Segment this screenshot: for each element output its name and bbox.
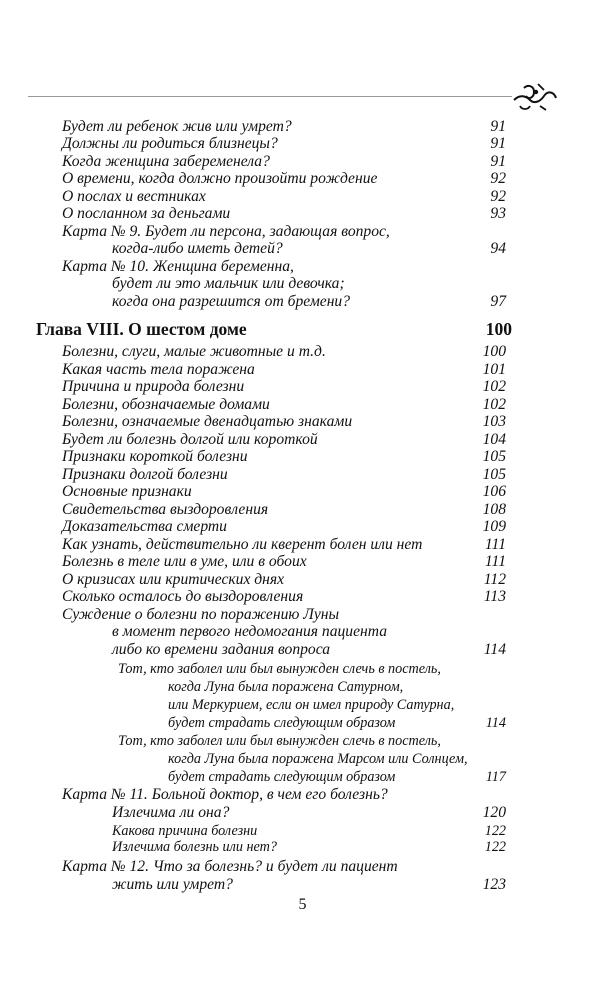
toc-entry <box>0 678 605 696</box>
toc-entry-title: когда-либо иметь детей? <box>112 240 283 257</box>
toc-entry-title: О послах и вестниках <box>62 188 206 205</box>
toc-entry-title: Болезнь в теле или в уме, или в обоих <box>62 553 307 570</box>
header-rule <box>28 96 512 97</box>
toc-entry <box>0 660 605 678</box>
toc-entry <box>0 606 605 624</box>
toc-entry-title: О кризисах или критических днях <box>62 571 285 588</box>
toc-entry <box>0 696 605 714</box>
toc-entry <box>0 466 605 484</box>
toc-entry-title: Тот, кто заболел или был вынужден слечь в постель, <box>118 733 441 749</box>
toc-entry <box>0 361 605 379</box>
toc-entry <box>0 205 605 223</box>
toc-entry-page: 92 <box>490 188 506 205</box>
toc-entry <box>0 501 605 519</box>
toc-entry-page: 103 <box>482 413 506 430</box>
toc-entry-page: 112 <box>483 571 506 588</box>
toc-entry-page: 104 <box>482 431 506 448</box>
toc-entry-title: Признаки короткой болезни <box>62 448 248 465</box>
toc-entry-title: Болезни, обозначаемые домами <box>62 396 270 413</box>
toc-entry <box>0 876 605 894</box>
toc-entry <box>0 293 605 311</box>
toc-entry <box>0 553 605 571</box>
toc-entry-page: 102 <box>482 378 506 395</box>
toc-entry-page: 123 <box>482 876 506 893</box>
toc-entry-title: Суждение о болезни по поражению Луны <box>62 606 340 623</box>
toc-entry-page: 122 <box>484 839 506 855</box>
toc-entry <box>0 258 605 276</box>
toc-entry <box>0 188 605 206</box>
toc-entry-page: 114 <box>483 641 506 658</box>
toc-entry-title: Будет ли болезнь долгой или короткой <box>62 431 318 448</box>
toc-entry-page: 97 <box>490 293 506 310</box>
toc-entry-page: 94 <box>490 240 506 257</box>
toc-entry <box>0 223 605 241</box>
toc-entry-page: 91 <box>490 135 506 152</box>
toc-entry-page: 105 <box>482 448 506 465</box>
toc-entry-page: 111 <box>484 536 506 553</box>
toc-entry-title: Как узнать, действительно ли кверент болен или нет <box>62 536 423 553</box>
toc-entry-title: Какова причина болезни <box>112 823 258 839</box>
toc-entry-page: 101 <box>482 361 506 378</box>
toc-entry <box>0 641 605 659</box>
toc-entry-title: Какая часть тела поражена <box>62 361 255 378</box>
toc-entry-page: 100 <box>482 343 506 360</box>
toc-entry-title: Карта № 11. Больной доктор, в чем его болезнь? <box>62 786 388 803</box>
toc-entry-title: Сколько осталось до выздоровления <box>62 588 304 605</box>
toc-entry-title: когда Луна была поражена Сатурном, <box>168 679 404 695</box>
toc-entry-title: когда она разрешится от бремени? <box>112 293 351 310</box>
toc-entry-title: Карта № 9. Будет ли персона, задающая вопрос, <box>62 223 390 240</box>
toc-entry <box>0 588 605 606</box>
toc-entry-title: когда Луна была поражена Марсом или Солнцем, <box>168 751 468 767</box>
toc-entry-page: 102 <box>482 396 506 413</box>
toc-entry <box>0 768 605 786</box>
toc-entry-page: 91 <box>490 118 506 135</box>
toc-entry-title: Когда женщина забеременела? <box>62 153 270 170</box>
toc-entry-title: Будет ли ребенок жив или умрет? <box>62 118 292 135</box>
toc-entry-page: 117 <box>485 769 506 785</box>
toc-entry <box>0 518 605 536</box>
toc-entry-page: 114 <box>485 715 506 731</box>
toc-entry <box>0 786 605 804</box>
chapter-heading <box>0 320 605 338</box>
toc-entry-title: Глава VIII. О шестом доме <box>36 319 247 339</box>
toc-entry-title: Доказательства смерти <box>62 518 227 535</box>
toc-entry <box>0 431 605 449</box>
toc-entry-title: будет страдать следующим образом <box>168 769 396 785</box>
toc-entry-title: в момент первого недомогания пациента <box>112 623 388 640</box>
toc-entry-page: 93 <box>490 205 506 222</box>
toc-entry-page: 105 <box>482 466 506 483</box>
toc-entry-title: или Меркурием, если он имел природу Сатурна, <box>168 697 455 713</box>
toc-entry-title: О посланном за деньгами <box>62 205 231 222</box>
toc-entry-title: Основные признаки <box>62 483 192 500</box>
toc-entry <box>0 714 605 732</box>
toc-entry-page: 109 <box>482 518 506 535</box>
toc-entry <box>0 483 605 501</box>
toc-entry <box>0 804 605 822</box>
toc-entry-title: жить или умрет? <box>112 876 233 893</box>
toc-entry-page: 122 <box>484 823 506 839</box>
toc-entry-page: 92 <box>490 170 506 187</box>
toc-entry-title: О времени, когда должно произойти рождение <box>62 170 378 187</box>
toc-entry-title: Карта № 10. Женщина беременна, <box>62 258 294 275</box>
toc-entry <box>0 536 605 554</box>
toc-entry-title: либо ко времени задания вопроса <box>112 641 331 658</box>
toc-entry-title: будет страдать следующим образом <box>168 715 396 731</box>
toc-entry <box>0 448 605 466</box>
toc-entry-title: Должны ли родиться близнецы? <box>62 135 278 152</box>
toc-entry <box>0 396 605 414</box>
toc-entry <box>0 275 605 293</box>
toc-entry-title: Карта № 12. Что за болезнь? и будет ли пациент <box>62 858 398 875</box>
toc-entry <box>0 135 605 153</box>
toc-entry-title: Свидетельства выздоровления <box>62 501 269 518</box>
toc-entry <box>0 343 605 361</box>
toc-entry <box>0 838 605 856</box>
toc-entry-page: 91 <box>490 153 506 170</box>
toc-entry-page: 100 <box>485 319 512 339</box>
toc-entry-page: 108 <box>482 501 506 518</box>
toc-entry <box>0 118 605 136</box>
toc-entry-title: Болезни, слуги, малые животные и т.д. <box>62 343 326 360</box>
flourish-ornament-icon <box>510 78 558 114</box>
toc-entry <box>0 858 605 876</box>
toc-entry <box>0 378 605 396</box>
toc-entry <box>0 170 605 188</box>
toc-entry <box>0 571 605 589</box>
toc-entry-title: будет ли это мальчик или девочка; <box>112 275 345 292</box>
toc-entry-title: Тот, кто заболел или был вынужден слечь в постель, <box>118 661 441 677</box>
toc-entry-page: 111 <box>484 553 506 570</box>
toc-entry <box>0 240 605 258</box>
toc-entry-title: Болезни, означаемые двенадцатью знаками <box>62 413 353 430</box>
toc-entry-page: 120 <box>482 804 506 821</box>
toc-entry <box>0 732 605 750</box>
toc-entry-page: 106 <box>482 483 506 500</box>
toc-entry-page: 113 <box>483 588 506 605</box>
toc-entry-title: Причина и природа болезни <box>62 378 245 395</box>
toc-entry <box>0 750 605 768</box>
page-number: 5 <box>298 896 307 913</box>
toc-entry <box>0 153 605 171</box>
toc-entry-title: Излечима болезнь или нет? <box>112 839 277 855</box>
toc-entry-title: Признаки долгой болезни <box>62 466 228 483</box>
toc-entry <box>0 413 605 431</box>
toc-entry-title: Излечима ли она? <box>112 804 230 821</box>
toc-entry <box>0 623 605 641</box>
